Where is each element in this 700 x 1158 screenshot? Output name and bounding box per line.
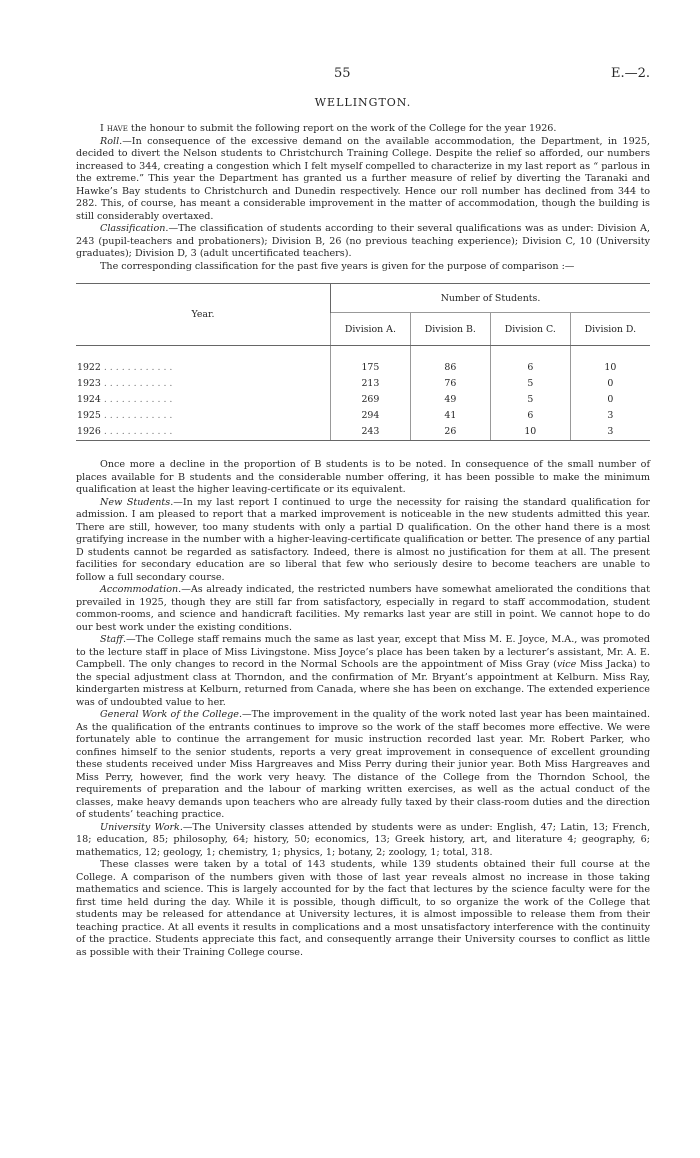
year-value: 1922 (77, 361, 101, 373)
staff-heading: Staff. (100, 634, 126, 645)
division-a-cell: 243 (331, 423, 411, 441)
new-students-text: —In my last report I continued to urge the necessity for raising the standard qualification for admission. I am pleased to report that a marked improvement is noticeable in the new students admitted this year. There are still, however, too many students with only a partial D qualification. On the other hand there is a most gratifying increase in the number with a higher-leaving-certificate qualification or better. The presence of any partial D students cannot be regarded as satisfactory. Indeed, there is almost no justification for them at all. The present facilities for secondary education are so liberal that few who seriously desire to become teachers are unable to follow a full secondary course. (76, 496, 650, 583)
intro-paragraph (76, 123, 650, 136)
leader-dots: . . . . . . . . . . . . (103, 377, 173, 389)
division-b-cell: 49 (410, 391, 490, 407)
table-row (76, 423, 650, 441)
roll-paragraph (76, 136, 650, 224)
comparison-intro: The corresponding classification for the past five years is given for the purpose of comparison :— (100, 260, 575, 272)
division-c-cell: 5 (490, 375, 570, 391)
division-c-header: Division C. (490, 313, 570, 346)
classification-paragraph (76, 223, 650, 261)
year-value: 1923 (77, 377, 101, 389)
year-value: 1924 (77, 393, 101, 405)
division-c-cell: 6 (490, 407, 570, 423)
division-d-cell: 10 (570, 346, 650, 376)
year-value: 1926 (77, 425, 101, 437)
university-work-text: —The University classes attended by students were as under: English, 47; Latin, 13; French, 18; education, 85; philosophy, 64; history, 50; economics, 13; Greek history, art, and literature 4; geography, 6; mathematics, 12; geology, 1; chemistry, 1; physics, 1; botany, 2; zoology, 1; total, 318. (76, 821, 650, 858)
intro-text: the honour to submit the following report on the work of the College for the year 1926. (127, 123, 557, 134)
year-cell (76, 407, 331, 423)
table-row (76, 407, 650, 423)
university-work-paragraph (76, 822, 650, 860)
division-b-cell: 26 (410, 423, 490, 441)
general-work-heading: General Work of the College. (100, 709, 242, 720)
leader-dots: . . . . . . . . . . . . (103, 393, 173, 405)
page-header (76, 66, 650, 96)
staff-vice: vice (556, 659, 577, 670)
table-row (76, 391, 650, 407)
division-a-header: Division A. (331, 313, 411, 346)
division-a-cell: 213 (331, 375, 411, 391)
new-students-paragraph (76, 497, 650, 585)
division-a-cell: 294 (331, 407, 411, 423)
closing-paragraph: These classes were taken by a total of 143 students, while 139 students obtained their full course at the College. A comparison of the numbers given with those of last year reveals almost no increase in those taking mathematics and science. This is largely accounted for by the fact that lectures by the science faculty were for the first time held during the day. While it is possible, though difficult, to so organize the work of the College that students may be released for attendance at University lectures, it is almost impossible to release them from their teaching practice. At all events it results in complications and a most unsatisfactory interference with the continuity of the practice. Students appreciate this fact, and consequently arrange their University courses to conflict as little as possible with their Training College course. (76, 859, 650, 958)
division-d-cell: 3 (570, 407, 650, 423)
classification-heading: Classification. (100, 223, 169, 234)
accommodation-text: —As already indicated, the restricted numbers have somewhat ameliorated the conditions that prevailed in 1925, though they are still far from satisfactory, especially in regard to staff accommodation, student common-rooms, and science and handicraft facilities. My remarks last year are still in point. We cannot hope to do our best work under the existing conditions. (76, 584, 650, 633)
series-reference: E.—2. (610, 66, 650, 81)
classification-table-block (76, 283, 650, 441)
table-row (76, 375, 650, 391)
section-title: WELLINGTON. (314, 96, 412, 109)
university-work-heading: University Work. (100, 821, 183, 833)
division-b-cell: 76 (410, 375, 490, 391)
accommodation-paragraph (76, 584, 650, 634)
year-column-header: Year. (76, 284, 331, 346)
intro-opening: I have (100, 123, 128, 134)
year-cell (76, 423, 331, 441)
year-cell (76, 391, 331, 407)
division-d-cell: 0 (570, 391, 650, 407)
leader-dots: . . . . . . . . . . . . (103, 361, 173, 373)
new-students-heading: New Students. (100, 496, 174, 508)
division-b-cell: 41 (410, 407, 490, 423)
accommodation-heading: Accommodation. (100, 584, 182, 595)
division-c-cell: 5 (490, 391, 570, 407)
staff-text-after: Miss Jacka) to the special adjustment class at Thorndon, and the confirmation of Mr. Bryant’s appointment at Kelburn. Miss Ray, kindergarten mistress at Kelburn, returned from Canada, where she has been on exchange. The extended experience was of undoubted value to her. (76, 659, 651, 708)
division-b-header: Division B. (410, 313, 490, 346)
number-of-students-header: Number of Students. (331, 284, 651, 313)
general-work-text: —The improvement in the quality of the work noted last year has been maintained. As the qualification of the entrants continues to improve so the work of the staff becomes more effective. We were fortunately able to continue the arrangement for music instruction recorded last year. Mr. Robert Parker, who confines himself to the senior students, reports a very great improvement in consequence of excellent grounding these students received under Miss Hargreaves and Miss Perry during their junior year. Both Miss Hargreaves and Miss Perry, however, find the work very heavy. The distance of the College from the Thorndon School, the requirements of preparation and the labour of marking written exercises, as well as the actual conduct of the classes, make heavy demands upon teachers who are already fully taxed by their class-room duties and the direction of students’ teaching practice. (76, 709, 650, 820)
table-row (76, 346, 650, 376)
decline-paragraph: Once more a decline in the proportion of B students is to be noted. In consequence of the small number of places available for B students and the considerable number offering, it has been possible to make the minimum qualification at least the higher leaving-certificate or its equivalent. (76, 459, 650, 495)
division-a-cell: 175 (331, 346, 411, 376)
division-c-cell: 6 (490, 346, 570, 376)
roll-text: —In consequence of the excessive demand on the available accommodation, the Department, in 1925, decided to divert the Nelson students to Christchurch Training College. Despite the relief so afforded, our numbers increased to 344, creating a congestion which I felt myself compelled to characterize in my last report as “ parlous in the extreme.” This year the Department has granted us a further measure of relief by diverting the Taranaki and Hawke’s Bay students to Christchurch and Dunedin respectively. Hence our roll number has declined from 344 to 282. This, of course, has meant a considerable improvement in the matter of accommodation, though the building is still considerably overtaxed. (76, 135, 650, 222)
page-number: 55 (334, 66, 351, 81)
general-work-paragraph (76, 709, 650, 822)
division-d-cell: 3 (570, 423, 650, 441)
division-a-cell: 269 (331, 391, 411, 407)
classification-text: —The classification of students according to their several qualifications was as under: Division A, 243 (pupil-teachers and probationers); Division B, 26 (no previous teaching experience); Division C, 10 (University graduates); Division D, 3 (adult uncertificated teachers). (76, 223, 650, 259)
staff-paragraph (76, 634, 650, 709)
year-cell (76, 346, 331, 376)
division-d-cell: 0 (570, 375, 650, 391)
roll-heading: Roll. (100, 135, 123, 147)
year-cell (76, 375, 331, 391)
staff-text-before: —The College staff remains much the same as last year, except that Miss M. E. Joyce, M.A., was promoted to the lecture staff in place of Miss Livingstone. Miss Joyce’s place has been taken by a lecturer’s assistant, Mr. A. E. Campbell. The only changes to record in the Normal Schools are the appointment of Miss Gray ( (76, 634, 650, 670)
division-b-cell: 86 (410, 346, 490, 376)
division-c-cell: 10 (490, 423, 570, 441)
leader-dots: . . . . . . . . . . . . (103, 425, 173, 437)
year-value: 1925 (77, 409, 101, 421)
division-d-header: Division D. (570, 313, 650, 346)
classification-table (76, 283, 650, 441)
leader-dots: . . . . . . . . . . . . (103, 409, 173, 421)
